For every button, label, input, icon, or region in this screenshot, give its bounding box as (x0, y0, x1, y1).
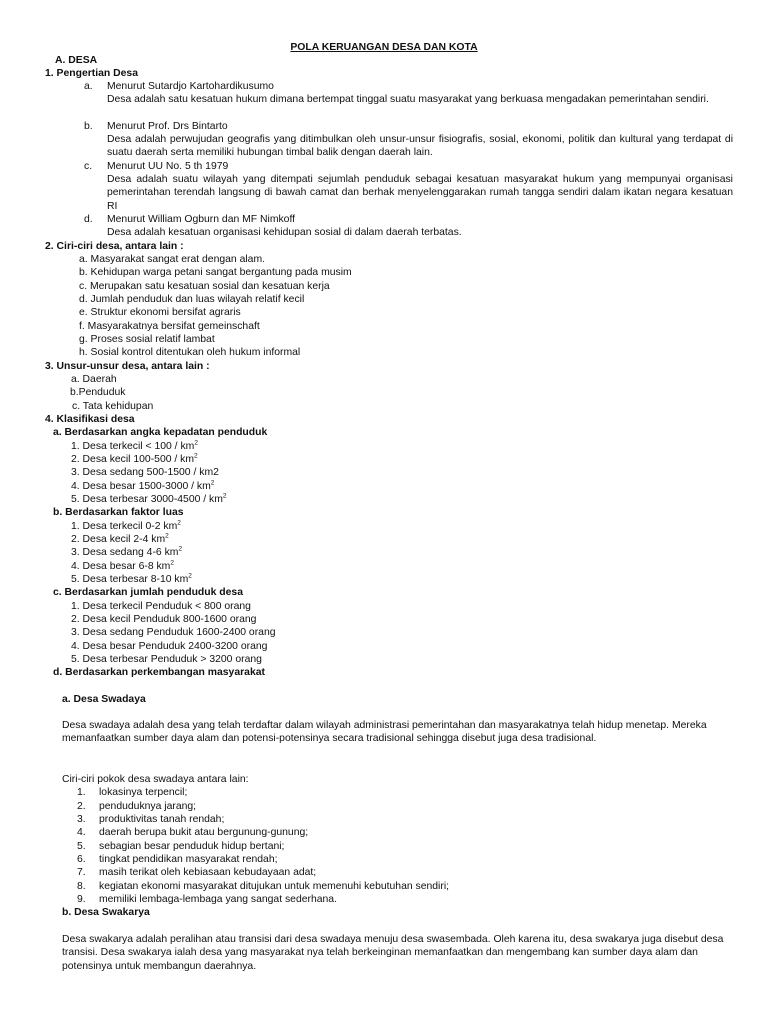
subheading-kepadatan: a. Berdasarkan angka kepadatan penduduk (53, 427, 268, 438)
list-item: a. Daerah (71, 374, 117, 385)
list-item: 5. Desa terbesar $3000-4500 / km^2$ (71, 492, 227, 505)
list-item: 2. Desa kecil $100-500 / km^2$ (71, 452, 198, 465)
list-item: memiliki lembaga-lembaga yang sangat sederhana. (99, 894, 337, 905)
document-title: POLA KERUANGAN DESA DAN KOTA (290, 42, 478, 53)
list-item: 4. Desa besar 6-8 $km^2$ (71, 559, 174, 572)
paragraph-swadaya: Desa swadaya adalah desa yang telah terdaftar dalam wilayah administrasi pemerintahan dan masyarakatnya telah hidup menetap. Mereka memanfaatkan sumber daya alam dan potensi-potensinya secara tradisional sehingga disebut juga desa tradisional. (62, 720, 707, 745)
list-item: 3. Desa sedang 500-1500 / km2 (71, 467, 219, 478)
list-item: kegiatan ekonomi masyarakat ditujukan untuk memenuhi kebutuhan sendiri; (99, 881, 450, 892)
definition-text: Desa adalah satu kesatuan hukum dimana bertempat tinggal suatu masyarakat yang berkuasa mengadakan pemerintahan sendiri. (107, 94, 709, 105)
heading-pengertian-desa: 1. Pengertian Desa (45, 68, 138, 79)
list-item: b.Penduduk (70, 387, 126, 398)
list-item: 1. Desa terkecil < $100 / km^2$ (71, 439, 198, 452)
paragraph-swakarya: Desa swakarya adalah peralihan atau transisi dari desa swadaya menuju desa swasembada. Oleh karena itu, desa swakarya juga disebut desa transisi. Desa swakarya ialah desa yang masyarakat nya telah berkeinginan memanfaatkan dan mengembang kan sumber daya alam dan potensinya untuk membangun daerahnya. (62, 934, 724, 972)
list-item: 2. Desa kecil Penduduk 800-1600 orang (71, 614, 257, 625)
subheading-perkembangan: d. Berdasarkan perkembangan masyarakat (53, 667, 265, 678)
definition-marker: b. (84, 121, 93, 132)
list-number: 2. (77, 801, 86, 812)
definition-text: Desa adalah suatu wilayah yang ditempati sejumlah penduduk sebagai kesatuan masyarakat hukum yang mempunyai organisasi pemerintahan terendah langsung di bawah camat dan berhak menyelenggarakan rumah tangga sendiri dalam ikatan negara kesatuan RI (107, 174, 733, 212)
definition-marker: d. (84, 214, 93, 225)
heading-ciri-desa: 2. Ciri-ciri desa, antara lain : (45, 241, 184, 252)
list-item: masih terikat oleh kebiasaan kebudayaan adat; (99, 867, 317, 878)
list-item: 2. Desa kecil 2-4 $km^2$ (71, 532, 169, 545)
section-heading-desa: A. DESA (55, 55, 98, 66)
list-item: c. Merupakan satu kesatuan sosial dan kesatuan kerja (79, 281, 330, 292)
definition-source: Menurut William Ogburn dan MF Nimkoff (107, 214, 296, 225)
list-item: 1. Desa terkecil 0-2 $km^2$ (71, 519, 181, 532)
list-item: 4. Desa besar $1500-3000 / km^2$ (71, 479, 215, 492)
list-item: 4. Desa besar Penduduk 2400-3200 orang (71, 641, 268, 652)
list-number: 1. (77, 787, 86, 798)
heading-unsur-desa: 3. Unsur-unsur desa, antara lain : (45, 361, 210, 372)
list-item: d. Jumlah penduduk dan luas wilayah relatif kecil (79, 294, 305, 305)
list-item: 3. Desa sedang 4-6 $km^2$ (71, 545, 183, 558)
definition-text: Desa adalah perwujudan geografis yang ditimbulkan oleh unsur-unsur fisiografis, sosial, ekonomi, politik dan kultural yang terdapat di suatu daerah serta memiliki hubungan timbal balik dengan daerah lain. (107, 134, 733, 159)
list-item: 5. Desa terbesar 8-10 $km^2$ (71, 572, 192, 585)
list-item: sebagian besar penduduk hidup bertani; (99, 841, 285, 852)
definition-marker: a. (84, 81, 93, 92)
list-item: e. Struktur ekonomi bersifat agraris (79, 307, 241, 318)
list-item: lokasinya terpencil; (99, 787, 188, 798)
list-item: f. Masyarakatnya bersifat gemeinschaft (79, 321, 260, 332)
list-item: a. Masyarakat sangat erat dengan alam. (79, 254, 265, 265)
list-item: 5. Desa terbesar Penduduk > 3200 orang (71, 654, 262, 665)
list-number: 8. (77, 881, 86, 892)
definition-source: Menurut Sutardjo Kartohardikusumo (107, 81, 274, 92)
list-number: 9. (77, 894, 86, 905)
list-item: tingkat pendidikan masyarakat rendah; (99, 854, 278, 865)
list-number: 5. (77, 841, 86, 852)
subheading-luas: b. Berdasarkan faktor luas (53, 507, 184, 518)
list-item: b. Kehidupan warga petani sangat bergantung pada musim (79, 267, 352, 278)
definition-text: Desa adalah kesatuan organisasi kehidupan sosial di dalam daerah terbatas. (107, 227, 462, 238)
heading-klasifikasi-desa: 4. Klasifikasi desa (45, 414, 135, 425)
list-item: h. Sosial kontrol ditentukan oleh hukum informal (79, 347, 301, 358)
list-number: 6. (77, 854, 86, 865)
list-number: 3. (77, 814, 86, 825)
list-item: produktivitas tanah rendah; (99, 814, 225, 825)
list-item: daerah berupa bukit atau bergunung-gunung; (99, 827, 309, 838)
list-number: 4. (77, 827, 86, 838)
definition-source: Menurut UU No. 5 th 1979 (107, 161, 229, 172)
list-item: penduduknya jarang; (99, 801, 197, 812)
definition-source: Menurut Prof. Drs Bintarto (107, 121, 228, 132)
list-item: 3. Desa sedang Penduduk 1600-2400 orang (71, 627, 276, 638)
list-number: 7. (77, 867, 86, 878)
list-item: c. Tata kehidupan (72, 401, 154, 412)
heading-desa-swakarya: b. Desa Swakarya (62, 907, 150, 918)
list-intro-swadaya: Ciri-ciri pokok desa swadaya antara lain: (62, 774, 249, 785)
list-item: g. Proses sosial relatif lambat (79, 334, 215, 345)
definition-marker: c. (84, 161, 93, 172)
subheading-jumlah-penduduk: c. Berdasarkan jumlah penduduk desa (53, 587, 243, 598)
list-item: 1. Desa terkecil Penduduk < 800 orang (71, 601, 251, 612)
heading-desa-swadaya: a. Desa Swadaya (62, 694, 146, 705)
